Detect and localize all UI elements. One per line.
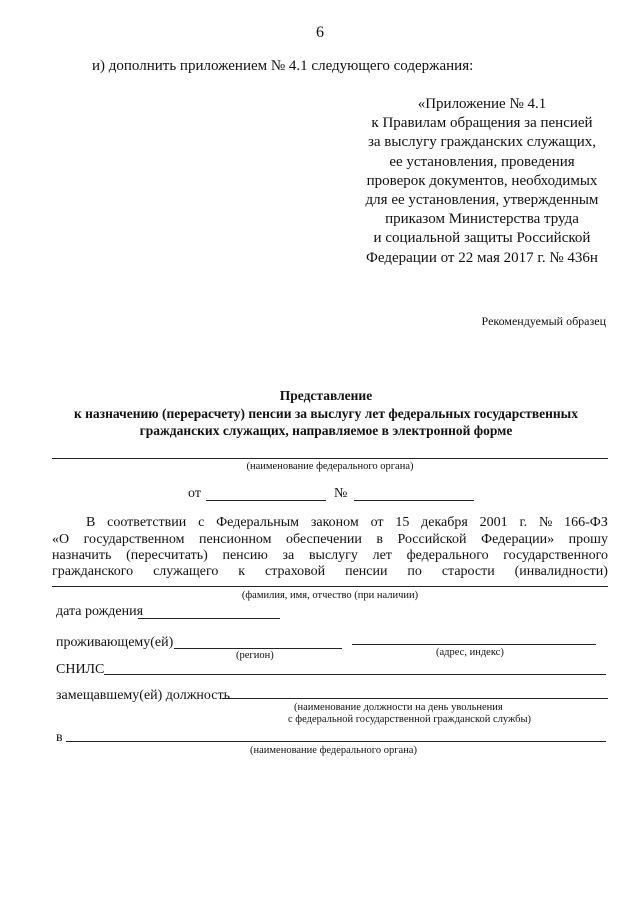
appendix-line: приказом Министерства труда xyxy=(385,211,579,228)
region-field[interactable] xyxy=(174,648,342,649)
region-caption: (регион) xyxy=(236,650,274,661)
appendix-line: за выслугу гражданских служащих, xyxy=(367,134,597,151)
address-caption: (адрес, индекс) xyxy=(436,647,504,658)
snils-label: СНИЛС xyxy=(56,662,105,677)
federal-body-caption: (наименование федерального органа) xyxy=(246,461,414,472)
appendix-line: для ее установления, утвержденным xyxy=(365,192,599,209)
body-line-1: В соответствии с Федеральным законом от 15 декабря 2001 г. № 166-ФЗ xyxy=(86,515,608,530)
number-label: № xyxy=(334,486,348,501)
body-line-4: гражданского служащего к страховой пенсии по старости (инвалидности) xyxy=(52,564,608,579)
appendix-line: Федерации от 22 мая 2017 г. № 436н xyxy=(366,249,598,266)
federal-body-field-2[interactable] xyxy=(66,741,606,742)
document-title xyxy=(40,387,612,440)
body-line-3: назначить (пересчитать) пенсию за выслугу лет федерального государственного xyxy=(52,548,608,563)
position-caption-line-2: с федеральной государственной гражданской службы) xyxy=(288,714,532,725)
birth-date-field[interactable] xyxy=(138,618,280,619)
in-label: в xyxy=(56,730,63,745)
recommended-sample-label: Рекомендуемый образец xyxy=(481,314,606,328)
federal-body-caption-2: (наименование федерального органа) xyxy=(250,745,417,756)
position-label: замещавшему(ей) должность xyxy=(56,688,230,703)
page-number: 6 xyxy=(316,24,324,41)
appendix-line: «Приложение № 4.1 xyxy=(417,96,547,112)
position-caption-line-1: (наименование должности на день увольнения xyxy=(294,702,503,713)
from-label: от xyxy=(188,486,201,501)
number-field[interactable] xyxy=(354,500,474,501)
date-field[interactable] xyxy=(206,500,326,501)
appendix-line: проверок документов, необходимых xyxy=(366,172,598,189)
snils-field[interactable] xyxy=(104,674,606,675)
intro-line: и) дополнить приложением № 4.1 следующего содержания: xyxy=(92,58,474,74)
federal-body-field[interactable] xyxy=(52,458,608,459)
residing-label: проживающему(ей) xyxy=(56,635,174,650)
appendix-header xyxy=(358,95,606,268)
birth-date-label: дата рождения xyxy=(56,604,144,619)
appendix-line: к Правилам обращения за пенсией xyxy=(371,115,593,132)
title-line-3: гражданских служащих, направляемое в электронной форме xyxy=(139,423,513,438)
appendix-line: ее установления, проведения xyxy=(389,153,575,170)
appendix-line: и социальной защиты Российской xyxy=(373,230,591,247)
position-field[interactable] xyxy=(222,698,608,699)
full-name-field[interactable] xyxy=(52,586,608,587)
full-name-caption: (фамилия, имя, отчество (при наличии) xyxy=(241,590,419,601)
title-line-1: Представление xyxy=(279,388,373,403)
title-line-2: к назначению (перерасчету) пенсии за выслугу лет федеральных государственных xyxy=(74,405,578,421)
body-line-2: «О государственном пенсионном обеспечении в Российской Федерации» прошу xyxy=(52,532,608,547)
address-field[interactable] xyxy=(352,644,596,645)
